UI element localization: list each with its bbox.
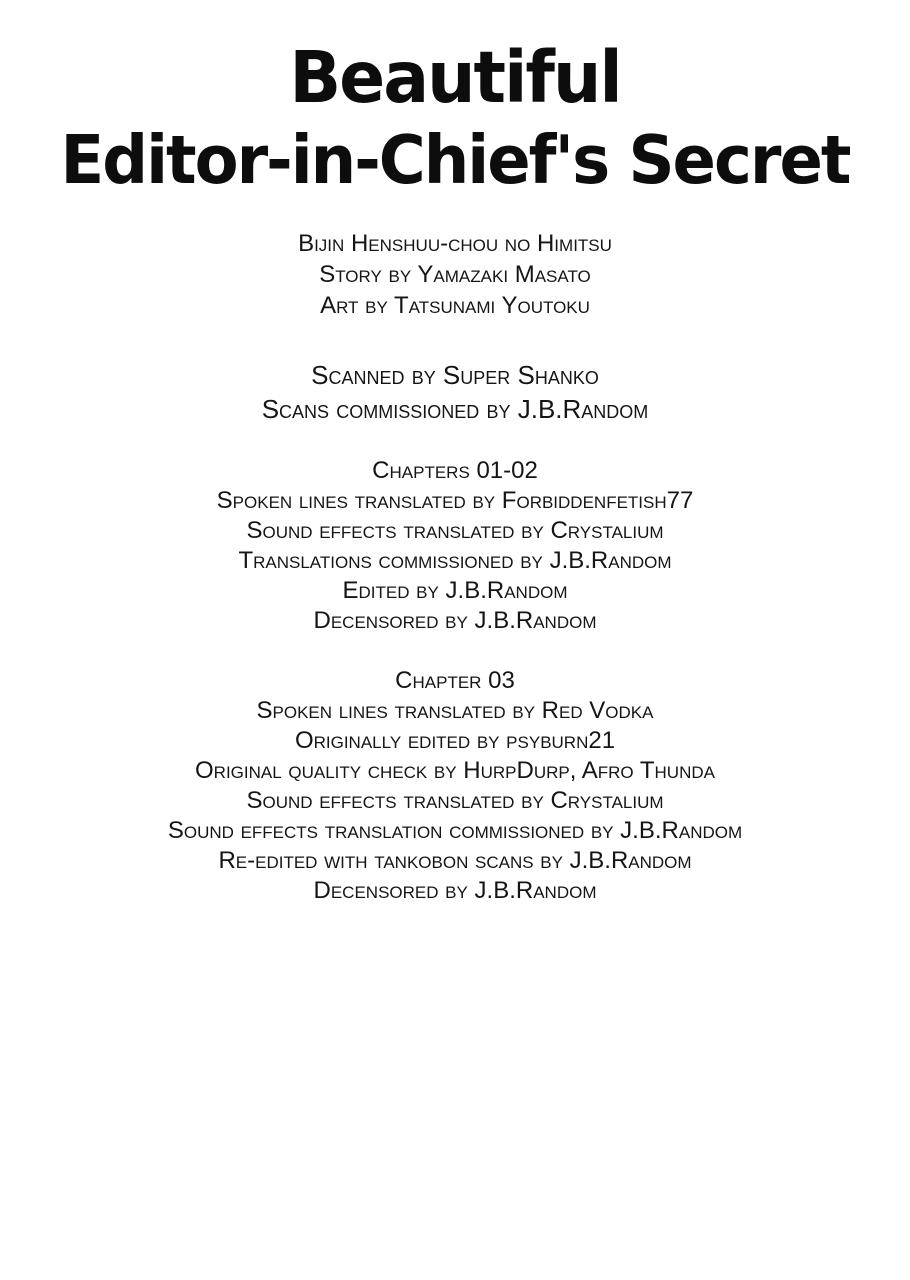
scan-credits: [0, 358, 910, 426]
credit-line: Spoken lines translated by Red Vodka: [256, 697, 654, 724]
credit-line: Decensored by J.B.Random: [313, 877, 597, 904]
credit-line: Re-edited with tankobon scans by J.B.Random: [218, 847, 692, 874]
credit-line: Translations commissioned by J.B.Random: [238, 547, 672, 574]
chapter-03-credits: [0, 666, 910, 906]
series-info: [0, 228, 910, 321]
story-credit: Story by Yamazaki Masato: [319, 261, 591, 288]
credit-line: Sound effects translated by Crystalium: [246, 787, 664, 814]
credit-line: Sound effects translated by Crystalium: [246, 517, 664, 544]
title-line-1: Beautiful: [289, 37, 621, 120]
section-heading: Chapters 01-02: [372, 457, 538, 484]
section-heading: Chapter 03: [395, 667, 515, 694]
art-credit: Art by Tatsunami Youtoku: [320, 292, 590, 319]
credit-line: Spoken lines translated by Forbiddenfetish77: [216, 487, 694, 514]
original-title: Bijin Henshuu-chou no Himitsu: [298, 230, 612, 257]
scanner-credit: Scanned by Super Shanko: [311, 360, 599, 390]
page-title: [0, 38, 910, 202]
credit-line: Originally edited by psyburn21: [294, 727, 616, 754]
title-line-2: Editor-in-Chief's Secret: [60, 122, 850, 200]
credit-line: Decensored by J.B.Random: [313, 607, 597, 634]
credit-line: Sound effects translation commissioned by J.B.Random: [167, 817, 743, 844]
credit-line: Original quality check by HurpDurp, Afro Thunda: [195, 757, 715, 784]
scan-commission-credit: Scans commissioned by J.B.Random: [261, 394, 649, 424]
chapters-01-02-credits: [0, 456, 910, 636]
credit-line: Edited by J.B.Random: [342, 577, 568, 604]
